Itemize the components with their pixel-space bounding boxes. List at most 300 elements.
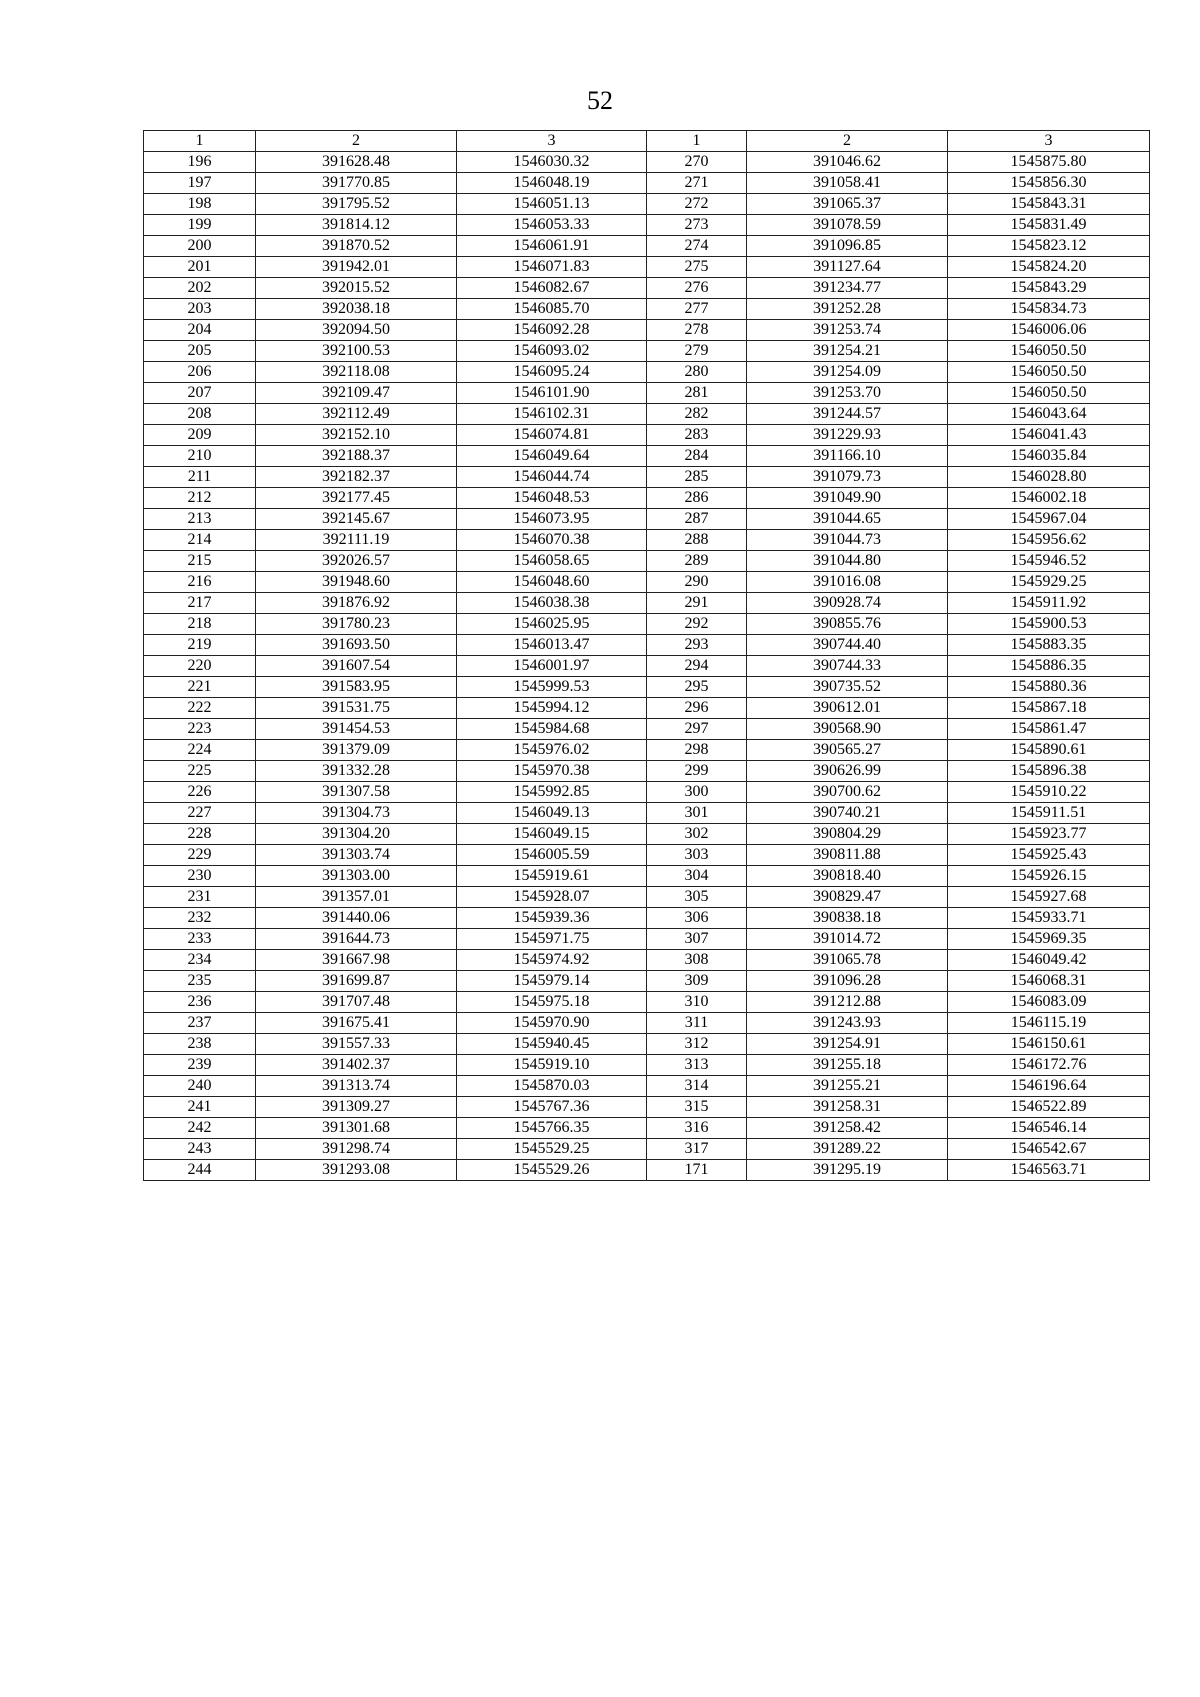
table-cell: 1546546.14: [948, 1118, 1150, 1139]
table-header-row: [144, 131, 1150, 152]
table-cell: 391298.74: [256, 1139, 457, 1160]
table-cell: 217: [144, 593, 256, 614]
table-cell: 1546041.43: [948, 425, 1150, 446]
table-cell: 242: [144, 1118, 256, 1139]
table-cell: 228: [144, 824, 256, 845]
table-cell: 391254.21: [747, 341, 948, 362]
table-cell: 1546083.09: [948, 992, 1150, 1013]
table-row: [144, 488, 1150, 509]
table-row: [144, 908, 1150, 929]
table-cell: 1545927.68: [948, 887, 1150, 908]
table-cell: 1546172.76: [948, 1055, 1150, 1076]
table-cell: 1546092.28: [457, 320, 647, 341]
table-cell: 1546049.13: [457, 803, 647, 824]
table-cell: 236: [144, 992, 256, 1013]
table-cell: 391303.00: [256, 866, 457, 887]
table-cell: 392112.49: [256, 404, 457, 425]
table-cell: 270: [647, 152, 747, 173]
table-cell: 225: [144, 761, 256, 782]
table-row: [144, 467, 1150, 488]
table-cell: 287: [647, 509, 747, 530]
table-cell: 237: [144, 1013, 256, 1034]
table-row: [144, 719, 1150, 740]
table-cell: 391707.48: [256, 992, 457, 1013]
table-cell: 1546049.64: [457, 446, 647, 467]
table-row: [144, 824, 1150, 845]
table-cell: 1545974.92: [457, 950, 647, 971]
table-cell: 1546049.15: [457, 824, 647, 845]
table-cell: 204: [144, 320, 256, 341]
table-cell: 1546030.32: [457, 152, 647, 173]
table-cell: 207: [144, 383, 256, 404]
table-cell: 391078.59: [747, 215, 948, 236]
table-cell: 297: [647, 719, 747, 740]
table-cell: 1546051.13: [457, 194, 647, 215]
table-cell: 214: [144, 530, 256, 551]
table-cell: 390700.62: [747, 782, 948, 803]
table-cell: 292: [647, 614, 747, 635]
table-cell: 1546542.67: [948, 1139, 1150, 1160]
header-cell: 3: [457, 131, 647, 152]
table-cell: 391058.41: [747, 173, 948, 194]
table-cell: 1545529.26: [457, 1160, 647, 1181]
table-cell: 1545843.29: [948, 278, 1150, 299]
table-cell: 390818.40: [747, 866, 948, 887]
table-cell: 199: [144, 215, 256, 236]
table-cell: 281: [647, 383, 747, 404]
table-row: [144, 971, 1150, 992]
table-cell: 1545883.35: [948, 635, 1150, 656]
table-cell: 201: [144, 257, 256, 278]
table-cell: 1545831.49: [948, 215, 1150, 236]
table-cell: 1546101.90: [457, 383, 647, 404]
table-cell: 239: [144, 1055, 256, 1076]
table-row: [144, 404, 1150, 425]
table-cell: 240: [144, 1076, 256, 1097]
table-cell: 1545926.15: [948, 866, 1150, 887]
table-row: [144, 593, 1150, 614]
table-cell: 202: [144, 278, 256, 299]
table-cell: 229: [144, 845, 256, 866]
table-cell: 279: [647, 341, 747, 362]
table-cell: 1546050.50: [948, 362, 1150, 383]
table-cell: 392188.37: [256, 446, 457, 467]
table-cell: 1546013.47: [457, 635, 647, 656]
table-cell: 392026.57: [256, 551, 457, 572]
table-cell: 391243.93: [747, 1013, 948, 1034]
table-cell: 290: [647, 572, 747, 593]
table-cell: 1546093.02: [457, 341, 647, 362]
table-cell: 312: [647, 1034, 747, 1055]
table-cell: 1546115.19: [948, 1013, 1150, 1034]
table-cell: 1545967.04: [948, 509, 1150, 530]
table-row: [144, 509, 1150, 530]
table-cell: 1545861.47: [948, 719, 1150, 740]
table-cell: 391309.27: [256, 1097, 457, 1118]
table-cell: 391253.74: [747, 320, 948, 341]
table-cell: 392111.19: [256, 530, 457, 551]
table-cell: 392177.45: [256, 488, 457, 509]
table-cell: 391127.64: [747, 257, 948, 278]
table-row: [144, 614, 1150, 635]
table-cell: 1546002.18: [948, 488, 1150, 509]
table-cell: 390838.18: [747, 908, 948, 929]
table-cell: 391440.06: [256, 908, 457, 929]
table-cell: 392118.08: [256, 362, 457, 383]
table-cell: 391096.85: [747, 236, 948, 257]
table-cell: 196: [144, 152, 256, 173]
table-cell: 278: [647, 320, 747, 341]
table-cell: 1546102.31: [457, 404, 647, 425]
table-cell: 391667.98: [256, 950, 457, 971]
coordinates-table: [143, 130, 1150, 1181]
table-cell: 391699.87: [256, 971, 457, 992]
table-cell: 391253.70: [747, 383, 948, 404]
table-cell: 391096.28: [747, 971, 948, 992]
table-cell: 391402.37: [256, 1055, 457, 1076]
table-cell: 391876.92: [256, 593, 457, 614]
table-cell: 391628.48: [256, 152, 457, 173]
table-cell: 391870.52: [256, 236, 457, 257]
table-cell: 391166.10: [747, 446, 948, 467]
table-cell: 295: [647, 677, 747, 698]
table-cell: 1545956.62: [948, 530, 1150, 551]
table-cell: 391212.88: [747, 992, 948, 1013]
table-cell: 285: [647, 467, 747, 488]
table-cell: 1545979.14: [457, 971, 647, 992]
table-cell: 273: [647, 215, 747, 236]
table-cell: 1545834.73: [948, 299, 1150, 320]
table-cell: 213: [144, 509, 256, 530]
table-cell: 286: [647, 488, 747, 509]
table-cell: 315: [647, 1097, 747, 1118]
table-cell: 391258.31: [747, 1097, 948, 1118]
table-cell: 306: [647, 908, 747, 929]
table-cell: 390804.29: [747, 824, 948, 845]
table-cell: 1545940.45: [457, 1034, 647, 1055]
table-cell: 390744.33: [747, 656, 948, 677]
table-cell: 302: [647, 824, 747, 845]
table-cell: 391258.42: [747, 1118, 948, 1139]
table-cell: 391244.57: [747, 404, 948, 425]
table-cell: 310: [647, 992, 747, 1013]
table-cell: 1546048.60: [457, 572, 647, 593]
table-cell: 284: [647, 446, 747, 467]
table-cell: 274: [647, 236, 747, 257]
table-cell: 1546085.70: [457, 299, 647, 320]
table-cell: 296: [647, 698, 747, 719]
table-cell: 304: [647, 866, 747, 887]
table-cell: 231: [144, 887, 256, 908]
table-cell: 227: [144, 803, 256, 824]
table-cell: 299: [647, 761, 747, 782]
table-cell: 391557.33: [256, 1034, 457, 1055]
table-cell: 224: [144, 740, 256, 761]
table-row: [144, 1076, 1150, 1097]
table-cell: 391254.91: [747, 1034, 948, 1055]
table-cell: 392109.47: [256, 383, 457, 404]
table-cell: 308: [647, 950, 747, 971]
table-cell: 1546071.83: [457, 257, 647, 278]
table-cell: 309: [647, 971, 747, 992]
table-row: [144, 572, 1150, 593]
table-cell: 294: [647, 656, 747, 677]
table-cell: 391814.12: [256, 215, 457, 236]
table-cell: 1545875.80: [948, 152, 1150, 173]
table-cell: 298: [647, 740, 747, 761]
table-cell: 1545975.18: [457, 992, 647, 1013]
table-row: [144, 950, 1150, 971]
table-cell: 1546006.06: [948, 320, 1150, 341]
table-cell: 233: [144, 929, 256, 950]
table-row: [144, 1160, 1150, 1181]
table-cell: 391014.72: [747, 929, 948, 950]
table-cell: 238: [144, 1034, 256, 1055]
table-cell: 391675.41: [256, 1013, 457, 1034]
table-cell: 391252.28: [747, 299, 948, 320]
table-cell: 271: [647, 173, 747, 194]
table-row: [144, 677, 1150, 698]
table-cell: 391644.73: [256, 929, 457, 950]
table-cell: 1546522.89: [948, 1097, 1150, 1118]
table-cell: 1546050.50: [948, 383, 1150, 404]
table-cell: 391254.09: [747, 362, 948, 383]
table-cell: 277: [647, 299, 747, 320]
table-cell: 301: [647, 803, 747, 824]
table-cell: 1546073.95: [457, 509, 647, 530]
table-row: [144, 698, 1150, 719]
table-cell: 391693.50: [256, 635, 457, 656]
table-row: [144, 656, 1150, 677]
table-cell: 392145.67: [256, 509, 457, 530]
table-cell: 391313.74: [256, 1076, 457, 1097]
table-cell: 392100.53: [256, 341, 457, 362]
table-cell: 391293.08: [256, 1160, 457, 1181]
table-row: [144, 320, 1150, 341]
table-cell: 1546043.64: [948, 404, 1150, 425]
table-cell: 1545919.61: [457, 866, 647, 887]
table-cell: 391044.80: [747, 551, 948, 572]
table-cell: 391065.37: [747, 194, 948, 215]
table-cell: 316: [647, 1118, 747, 1139]
table-cell: 197: [144, 173, 256, 194]
table-cell: 1545886.35: [948, 656, 1150, 677]
table-cell: 390735.52: [747, 677, 948, 698]
table-cell: 391049.90: [747, 488, 948, 509]
table-cell: 1545929.25: [948, 572, 1150, 593]
table-cell: 1546044.74: [457, 467, 647, 488]
table-cell: 391607.54: [256, 656, 457, 677]
table-cell: 1545529.25: [457, 1139, 647, 1160]
table-cell: 1546025.95: [457, 614, 647, 635]
table-cell: 1546058.65: [457, 551, 647, 572]
table-cell: 276: [647, 278, 747, 299]
table-cell: 390928.74: [747, 593, 948, 614]
table-cell: 391079.73: [747, 467, 948, 488]
table-row: [144, 803, 1150, 824]
table-cell: 391304.20: [256, 824, 457, 845]
table-cell: 390626.99: [747, 761, 948, 782]
header-cell: 1: [144, 131, 256, 152]
table-cell: 392038.18: [256, 299, 457, 320]
table-cell: 1545992.85: [457, 782, 647, 803]
table-row: [144, 152, 1150, 173]
table-row: [144, 236, 1150, 257]
table-cell: 1546028.80: [948, 467, 1150, 488]
table-cell: 1545984.68: [457, 719, 647, 740]
table-cell: 391065.78: [747, 950, 948, 971]
table-cell: 1546053.33: [457, 215, 647, 236]
table-cell: 1546048.19: [457, 173, 647, 194]
table-body: [144, 131, 1150, 1181]
table-cell: 293: [647, 635, 747, 656]
table-cell: 307: [647, 929, 747, 950]
table-cell: 210: [144, 446, 256, 467]
table-cell: 391234.77: [747, 278, 948, 299]
table-cell: 391044.65: [747, 509, 948, 530]
table-cell: 200: [144, 236, 256, 257]
table-cell: 392152.10: [256, 425, 457, 446]
table-cell: 1546061.91: [457, 236, 647, 257]
table-cell: 205: [144, 341, 256, 362]
table-cell: 282: [647, 404, 747, 425]
table-cell: 235: [144, 971, 256, 992]
table-cell: 1545946.52: [948, 551, 1150, 572]
table-cell: 234: [144, 950, 256, 971]
table-row: [144, 1118, 1150, 1139]
table-row: [144, 278, 1150, 299]
page-number: 52: [587, 86, 613, 115]
table-row: [144, 1013, 1150, 1034]
table-cell: 300: [647, 782, 747, 803]
table-cell: 391044.73: [747, 530, 948, 551]
table-cell: 1545870.03: [457, 1076, 647, 1097]
table-cell: 272: [647, 194, 747, 215]
table-cell: 391304.73: [256, 803, 457, 824]
table-cell: 390855.76: [747, 614, 948, 635]
table-row: [144, 992, 1150, 1013]
table-cell: 244: [144, 1160, 256, 1181]
table-cell: 218: [144, 614, 256, 635]
table-cell: 206: [144, 362, 256, 383]
table-cell: 311: [647, 1013, 747, 1034]
table-cell: 391357.01: [256, 887, 457, 908]
table-cell: 223: [144, 719, 256, 740]
table-row: [144, 887, 1150, 908]
header-cell: 1: [647, 131, 747, 152]
table-cell: 291: [647, 593, 747, 614]
table-cell: 1546005.59: [457, 845, 647, 866]
table-cell: 215: [144, 551, 256, 572]
table-cell: 391583.95: [256, 677, 457, 698]
table-cell: 390740.21: [747, 803, 948, 824]
table-row: [144, 530, 1150, 551]
table-cell: 1545933.71: [948, 908, 1150, 929]
table-row: [144, 845, 1150, 866]
table-cell: 1545911.92: [948, 593, 1150, 614]
table-cell: 391289.22: [747, 1139, 948, 1160]
table-cell: 391295.19: [747, 1160, 948, 1181]
table-cell: 1546050.50: [948, 341, 1150, 362]
table-cell: 212: [144, 488, 256, 509]
table-cell: 208: [144, 404, 256, 425]
table-cell: 391255.21: [747, 1076, 948, 1097]
table-cell: 1546095.24: [457, 362, 647, 383]
table-cell: 1545919.10: [457, 1055, 647, 1076]
table-row: [144, 866, 1150, 887]
table-cell: 203: [144, 299, 256, 320]
table-row: [144, 383, 1150, 404]
table-cell: 392015.52: [256, 278, 457, 299]
table-cell: 1545767.36: [457, 1097, 647, 1118]
table-cell: 1545970.38: [457, 761, 647, 782]
table-cell: 392094.50: [256, 320, 457, 341]
table-cell: 314: [647, 1076, 747, 1097]
table-cell: 1546048.53: [457, 488, 647, 509]
table-cell: 1545969.35: [948, 929, 1150, 950]
table-cell: 1545856.30: [948, 173, 1150, 194]
header-cell: 2: [256, 131, 457, 152]
table-cell: 1545928.07: [457, 887, 647, 908]
table-cell: 313: [647, 1055, 747, 1076]
table-cell: 230: [144, 866, 256, 887]
table-row: [144, 635, 1150, 656]
table-cell: 1546563.71: [948, 1160, 1150, 1181]
table-cell: 226: [144, 782, 256, 803]
table-cell: 390565.27: [747, 740, 948, 761]
table-cell: 1545911.51: [948, 803, 1150, 824]
table-row: [144, 299, 1150, 320]
table-cell: 390568.90: [747, 719, 948, 740]
table-cell: 390744.40: [747, 635, 948, 656]
table-cell: 1545843.31: [948, 194, 1150, 215]
table-cell: 1545766.35: [457, 1118, 647, 1139]
table-cell: 1546074.81: [457, 425, 647, 446]
table-cell: 220: [144, 656, 256, 677]
table-row: [144, 1055, 1150, 1076]
table-cell: 222: [144, 698, 256, 719]
table-cell: 1545880.36: [948, 677, 1150, 698]
table-cell: 391379.09: [256, 740, 457, 761]
table-cell: 1545999.53: [457, 677, 647, 698]
table-row: [144, 740, 1150, 761]
table-cell: 391454.53: [256, 719, 457, 740]
table-cell: 391795.52: [256, 194, 457, 215]
table-cell: 1545925.43: [948, 845, 1150, 866]
table-cell: 1546049.42: [948, 950, 1150, 971]
table-cell: 391531.75: [256, 698, 457, 719]
table-cell: 303: [647, 845, 747, 866]
table-cell: 391303.74: [256, 845, 457, 866]
header-cell: 2: [747, 131, 948, 152]
table-cell: 390811.88: [747, 845, 948, 866]
table-cell: 243: [144, 1139, 256, 1160]
table-cell: 392182.37: [256, 467, 457, 488]
table-cell: 241: [144, 1097, 256, 1118]
table-row: [144, 215, 1150, 236]
table-cell: 1545896.38: [948, 761, 1150, 782]
table-cell: 391307.58: [256, 782, 457, 803]
table-cell: 1545923.77: [948, 824, 1150, 845]
table-cell: 1545939.36: [457, 908, 647, 929]
table-row: [144, 782, 1150, 803]
table-row: [144, 446, 1150, 467]
table-cell: 390612.01: [747, 698, 948, 719]
table-cell: 1546038.38: [457, 593, 647, 614]
table-row: [144, 194, 1150, 215]
table-cell: 317: [647, 1139, 747, 1160]
table-cell: 391016.08: [747, 572, 948, 593]
